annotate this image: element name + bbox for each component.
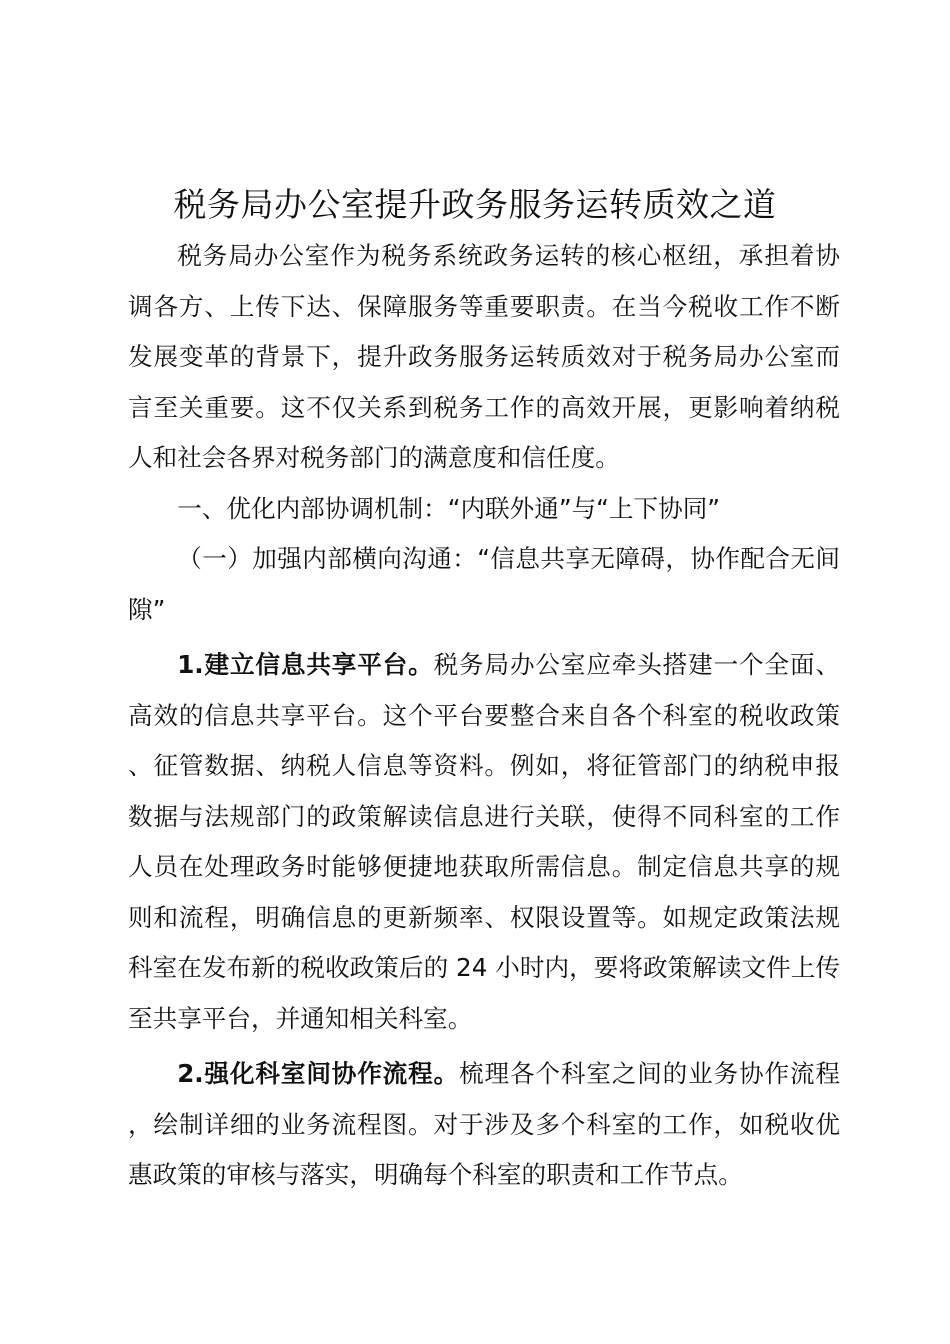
paragraph-item-2-lead: 2.强化科室间协作流程。 xyxy=(177,1059,460,1088)
document-body xyxy=(128,231,840,1201)
paragraph-intro xyxy=(128,231,840,484)
paragraph-intro-text: 税务局办公室作为税务系统政务运转的核心枢纽，承担着协调各方、上传下达、保障服务等重要职责。在当今税收工作不断发展变革的背景下，提升政务服务运转质效对于税务局办公室而言至关重要。这不仅关系到税务工作的高效开展，更影响着纳税人和社会各界对税务部门的满意度和信任度。 xyxy=(128,241,840,472)
paragraph-item-2 xyxy=(128,1049,840,1201)
section-heading-1-text: 一、优化内部协调机制：“内联外通”与“上下协同” xyxy=(177,493,721,523)
paragraph-item-1-lead: 1.建立信息共享平台。 xyxy=(177,650,434,679)
section-heading-1 xyxy=(128,484,840,535)
subsection-heading-1 xyxy=(128,534,840,635)
subsection-heading-1-text: （一）加强内部横向沟通：“信息共享无障碍，协作配合无间隙” xyxy=(128,544,840,624)
document-title: 税务局办公室提升政务服务运转质效之道 xyxy=(173,185,777,224)
paragraph-item-1-text: 税务局办公室应牵头搭建一个全面、高效的信息共享平台。这个平台要整合来自各个科室的税收政策、征管数据、纳税人信息等资料。例如，将征管部门的纳税申报数据与法规部门的政策解读信息进行关联，使得不同科室的工作人员在处理政务时能够便捷地获取所需信息。制定信息共享的规则和流程，明确信息的更新频率、权限设置等。如规定政策法规科室在发布新的税收政策后的 24 小时内，要将政策解读文件上传至共享平台，并通知相关科室。 xyxy=(128,650,840,1033)
paragraph-item-1 xyxy=(128,640,840,1044)
paragraph-item-2-text: 梳理各个科室之间的业务协作流程，绘制详细的业务流程图。对于涉及多个科室的工作，如税收优惠政策的审核与落实，明确每个科室的职责和工作节点。 xyxy=(128,1059,840,1189)
